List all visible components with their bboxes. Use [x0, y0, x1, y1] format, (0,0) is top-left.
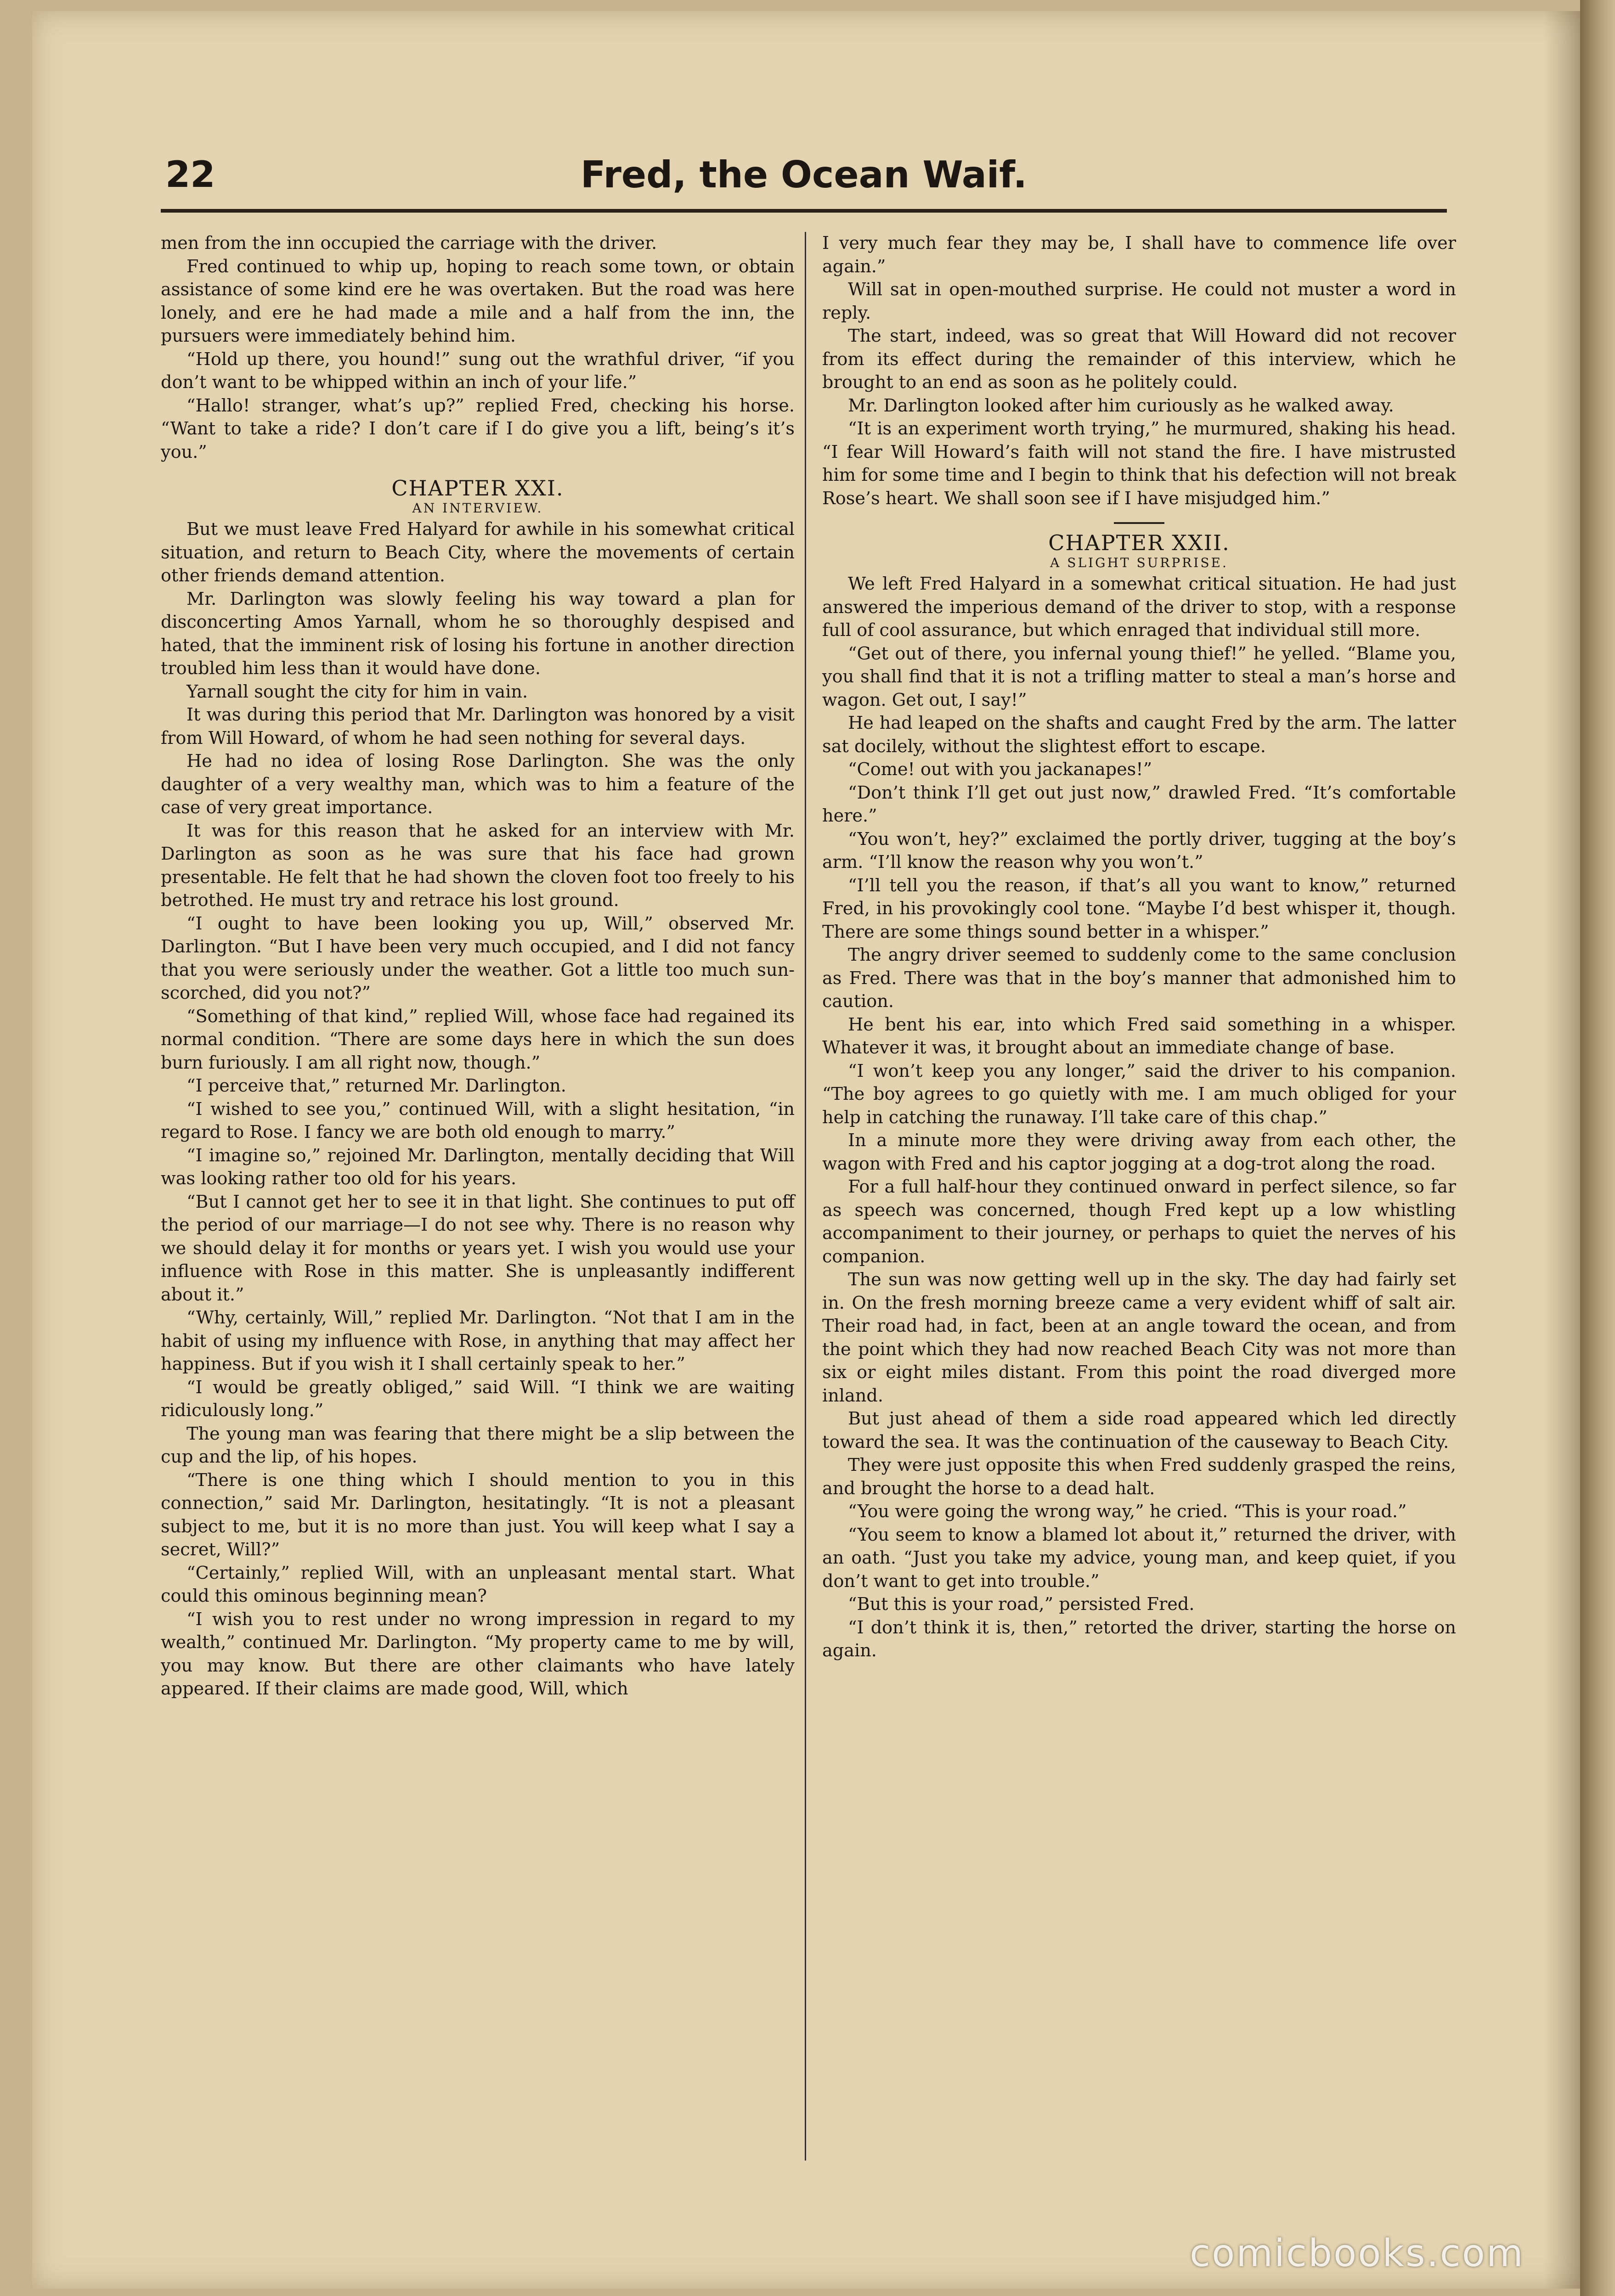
chapter-title: CHAPTER XXI.: [391, 476, 564, 501]
paragraph: He had no idea of losing Rose Darlington. She was the only daughter of a very wealthy man, which was to him a feature of the case of very great importance.: [161, 751, 795, 818]
paragraph: Yarnall sought the city for him in vain.: [186, 681, 528, 702]
paragraph: Fred continued to whip up, hoping to reach some town, or obtain assistance of some kind ere he was overtaken. But the road was here lonely, and ere he had made a mile and a half from the inn, the pursuers were immediately behind him.: [161, 256, 795, 346]
chapter-subtitle: AN INTERVIEW.: [412, 501, 543, 516]
paragraph: “I’ll tell you the reason, if that’s all you want to know,” returned Fred, in his provokingly cool tone. “Maybe I’d best whisper it, though. There are some things sound better in a whisper.”: [822, 875, 1456, 942]
paragraph: Mr. Darlington looked after him curiously as he walked away.: [848, 395, 1394, 416]
right-column: [822, 232, 1456, 1663]
column-divider: [805, 232, 806, 2161]
paragraph: “I won’t keep you any longer,” said the driver to his companion. “The boy agrees to go quietly with me. I am much obliged for your help in catching the runaway. I’ll take care of this chap.”: [822, 1061, 1456, 1128]
paragraph: “Hold up there, you hound!” sung out the wrathful driver, “if you don’t want to be whipped within an inch of your life.”: [161, 349, 795, 393]
paragraph: “It is an experiment worth trying,” he murmured, shaking his head. “I fear Will Howard’s faith will not stand the fire. I have mistrusted him for some time and I begin to think that his defection will not break Rose’s heart. We shall soon see if I have misjudged him.”: [822, 419, 1456, 509]
page-edge-shadow: [1543, 11, 1580, 2289]
paragraph: We left Fred Halyard in a somewhat critical situation. He had just answered the imperious demand of the driver to stop, with a response full of cool assurance, but which enraged that individual still more.: [822, 574, 1456, 641]
chapter-title: CHAPTER XXII.: [1048, 530, 1230, 555]
chapter-subtitle: A SLIGHT SURPRISE.: [1050, 555, 1228, 570]
left-column-text-after: [161, 518, 795, 1701]
paragraph: In a minute more they were driving away from each other, the wagon with Fred and his captor jogging at a dog-trot along the road.: [822, 1131, 1456, 1174]
watermark: comicbooks.com: [1190, 2232, 1525, 2275]
paragraph: Mr. Darlington was slowly feeling his way toward a plan for disconcerting Amos Yarnall, whom he so thoroughly despised and hated, that the imminent risk of losing his fortune in another direction troubled him less than it would have done.: [161, 589, 795, 679]
paragraph: But we must leave Fred Halyard for awhile in his somewhat critical situation, and return to Beach City, where the movements of certain other friends demand attention.: [161, 519, 795, 586]
paragraph: “I don’t think it is, then,” retorted the driver, starting the horse on again.: [822, 1617, 1456, 1661]
paragraph: “I wished to see you,” continued Will, with a slight hesitation, “in regard to Rose. I fancy we are both old enough to marry.”: [161, 1099, 795, 1142]
left-column-text-before: [161, 232, 795, 464]
running-title: Fred, the Ocean Waif.: [580, 153, 1028, 196]
paragraph: “There is one thing which I should mention to you in this connection,” said Mr. Darlington, hesitatingly. “It is not a pleasant subject to me, but it is no more than just. You will keep what I say a secret, Will?”: [161, 1470, 795, 1560]
paragraph: He had leaped on the shafts and caught Fred by the arm. The latter sat docilely, without the slightest effort to escape.: [822, 713, 1456, 757]
paragraph: The angry driver seemed to suddenly come to the same conclusion as Fred. There was that in the boy’s manner that admonished him to caution.: [822, 945, 1456, 1012]
paragraph: “But I cannot get her to see it in that light. She continues to put off the period of our marriage—I do not see why. There is no reason why we should delay it for months or years yet. I wish you would use your influence with Rose in this matter. She is unpleasantly indifferent about it.”: [161, 1192, 795, 1305]
book-spine: [1580, 0, 1615, 2296]
paragraph: men from the inn occupied the carriage with the driver.: [161, 233, 657, 253]
paragraph: “Why, certainly, Will,” replied Mr. Darlington. “Not that I am in the habit of using my influence with Rose, in anything that may affect her happiness. But if you wish it I shall certainly speak to her.”: [161, 1308, 795, 1374]
paragraph: He bent his ear, into which Fred said something in a whisper. Whatever it was, it brought about an immediate change of base.: [822, 1014, 1456, 1058]
left-column: [161, 232, 795, 1701]
paragraph: They were just opposite this when Fred suddenly grasped the reins, and brought the horse to a dead halt.: [822, 1455, 1456, 1499]
page-number: 22: [165, 154, 215, 196]
paragraph: “I wish you to rest under no wrong impression in regard to my wealth,” continued Mr. Darlington. “My property came to me by will, you may know. But there are other claimants who have lately appeared. If their claims are made good, Will, which: [161, 1609, 795, 1699]
paragraph: The sun was now getting well up in the sky. The day had fairly set in. On the fresh morning breeze came a very evident whiff of salt air. Their road had, in fact, been at an angle toward the ocean, and from the point which they had now reached Beach City was not more than six or eight miles distant. From this point the road diverged more inland.: [822, 1270, 1456, 1406]
paragraph: “You won’t, hey?” exclaimed the portly driver, tugging at the boy’s arm. “I’ll know the reason why you won’t.”: [822, 829, 1456, 872]
chapter-rule: [1114, 522, 1164, 524]
paragraph: For a full half-hour they continued onward in perfect silence, so far as speech was concerned, though Fred kept up a low whistling accompaniment to their journey, or perhaps to quiet the nerves of his companion.: [822, 1177, 1456, 1267]
chapter-heading-xxii: [822, 522, 1456, 571]
paragraph: “You seem to know a blamed lot about it,” returned the driver, with an oath. “Just you take my advice, young man, and keep quiet, if you don’t want to get into trouble.”: [822, 1525, 1456, 1592]
paragraph: But just ahead of them a side road appeared which led directly toward the sea. It was the continuation of the causeway to Beach City.: [822, 1409, 1456, 1452]
page-header: [161, 147, 1447, 207]
paragraph: “I would be greatly obliged,” said Will. “I think we are waiting ridiculously long.”: [161, 1377, 795, 1421]
paragraph: “Get out of there, you infernal young thief!” he yelled. “Blame you, you shall find that it is not a trifling matter to steal a man’s horse and wagon. Get out, I say!”: [822, 643, 1456, 710]
paragraph: It was for this reason that he asked for an interview with Mr. Darlington as soon as he was sure that his face had grown presentable. He felt that he had shown the cloven foot too freely to his betrothed. He must try and retrace his lost ground.: [161, 821, 795, 911]
paragraph: “Certainly,” replied Will, with an unpleasant mental start. What could this ominous beginning mean?: [161, 1563, 795, 1606]
paragraph: The start, indeed, was so great that Will Howard did not recover from its effect during the remainder of this interview, which he brought to an end as soon as he politely could.: [822, 326, 1456, 393]
chapter-heading-xxi: [161, 476, 795, 516]
paragraph: “Hallo! stranger, what’s up?” replied Fred, checking his horse. “Want to take a ride? I don’t care if I do give you a lift, being’s it’s you.”: [161, 395, 795, 462]
paragraph: “Something of that kind,” replied Will, whose face had regained its normal condition. “There are some days here in which the sun does burn furiously. I am all right now, though.”: [161, 1006, 795, 1073]
paragraph: It was during this period that Mr. Darlington was honored by a visit from Will Howard, of whom he had seen nothing for several days.: [161, 705, 795, 748]
paragraph: “Come! out with you jackanapes!”: [848, 760, 1152, 780]
paragraph: “I ought to have been looking you up, Will,” observed Mr. Darlington. “But I have been very much occupied, and I did not fancy that you were seriously under the weather. Got a little too much sun-scorched, did you not?”: [161, 913, 795, 1003]
right-column-text-before: [822, 232, 1456, 510]
paragraph: “I perceive that,” returned Mr. Darlington.: [186, 1076, 566, 1096]
header-rule: [161, 209, 1447, 213]
paragraph: “You were going the wrong way,” he cried. “This is your road.”: [848, 1502, 1407, 1522]
paragraph: “But this is your road,” persisted Fred.: [848, 1594, 1195, 1615]
right-column-text-after: [822, 573, 1456, 1663]
paragraph: Will sat in open-mouthed surprise. He could not muster a word in reply.: [822, 280, 1456, 323]
paragraph: The young man was fearing that there might be a slip between the cup and the lip, of his hopes.: [161, 1424, 795, 1467]
paragraph: I very much fear they may be, I shall have to commence life over again.”: [822, 233, 1456, 277]
paragraph: “I imagine so,” rejoined Mr. Darlington, mentally deciding that Will was looking rather too old for his years.: [161, 1145, 795, 1189]
paragraph: “Don’t think I’ll get out just now,” drawled Fred. “It’s comfortable here.”: [822, 782, 1456, 826]
